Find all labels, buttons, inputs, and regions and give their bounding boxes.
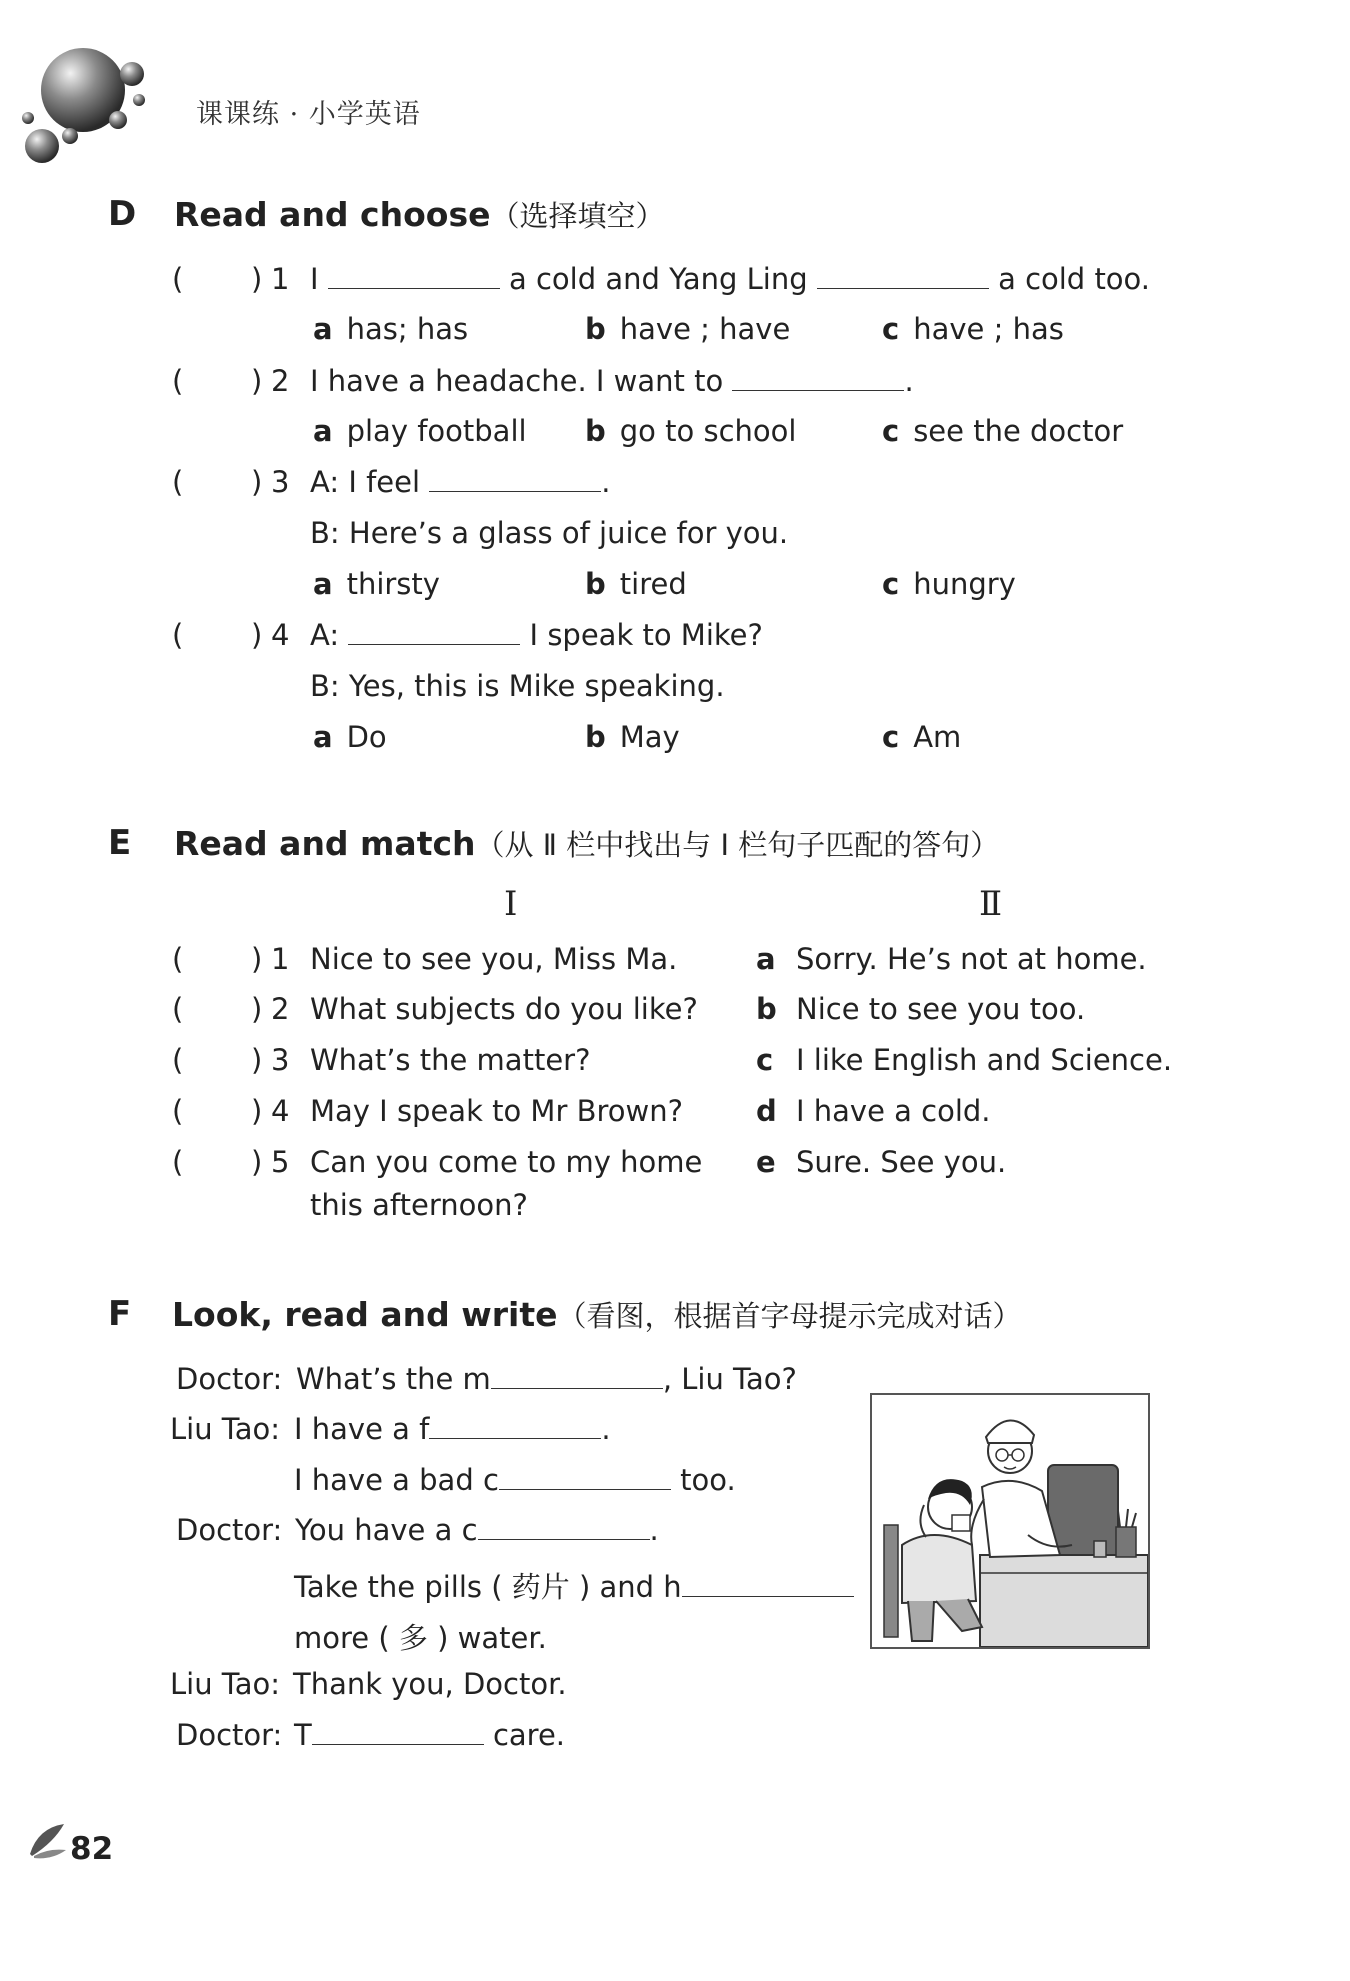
question-number: 4	[271, 618, 290, 652]
match-left-text: May I speak to Mr Brown?	[310, 1094, 683, 1128]
dialogue-text: You have a c	[295, 1513, 478, 1547]
option-letter: a	[313, 567, 333, 601]
speaker-label: Liu Tao:	[170, 1667, 281, 1701]
answer-paren-close: )	[251, 262, 263, 296]
answer-paren-open: (	[172, 465, 184, 499]
dialogue-text: What’s the m	[296, 1362, 491, 1396]
answer-paren-open: (	[172, 992, 184, 1026]
option-c	[882, 720, 961, 754]
question-text-part: I speak to Mike?	[529, 618, 763, 652]
section-f-title-cn: （看图，根据首字母提示完成对话）	[557, 1299, 1022, 1333]
option-b	[585, 567, 687, 601]
answer-paren-open: (	[172, 1043, 184, 1077]
question-number: 1	[271, 262, 290, 296]
answer-blank[interactable]	[328, 266, 500, 289]
speaker-label: Doctor:	[176, 1718, 283, 1752]
answer-blank[interactable]	[682, 1574, 854, 1597]
answer-paren-open: (	[172, 942, 184, 976]
section-f-title-en: Look, read and write	[172, 1295, 558, 1334]
match-right-letter: c	[756, 1043, 774, 1077]
match-left-text: Nice to see you, Miss Ma.	[310, 942, 678, 976]
option-c	[882, 567, 1016, 601]
column-i-header: Ⅰ	[504, 884, 518, 924]
answer-paren-close: )	[251, 465, 263, 499]
section-e-title	[174, 823, 999, 864]
section-e-title-cn: （从 Ⅱ 栏中找出与 Ⅰ 栏句子匹配的答句）	[475, 828, 1000, 862]
page-number: 82	[70, 1831, 114, 1867]
dialogue-text: .	[649, 1513, 659, 1547]
option-b	[585, 720, 680, 754]
answer-paren-open: (	[172, 262, 184, 296]
dialogue-text: care.	[492, 1718, 565, 1752]
answer-paren-close: )	[251, 1094, 263, 1128]
leaf-icon	[28, 1820, 68, 1860]
option-letter: a	[313, 720, 333, 754]
question-number: 2	[271, 364, 290, 398]
question-text	[310, 618, 763, 652]
question-text-part: a cold and Yang Ling	[509, 262, 808, 296]
option-letter: a	[313, 312, 333, 346]
dialogue-line	[294, 1412, 611, 1446]
question-text	[310, 262, 1150, 296]
match-right-letter: b	[756, 992, 777, 1026]
match-number: 1	[271, 942, 290, 976]
option-text: tired	[619, 567, 687, 601]
section-d-title-cn: （选择填空）	[490, 199, 665, 233]
dialogue-line	[294, 1565, 854, 1606]
answer-paren-open: (	[172, 364, 184, 398]
match-right-text: I have a cold.	[796, 1094, 991, 1128]
speaker-label: Liu Tao:	[170, 1412, 281, 1446]
dialogue-line: more ( 多 ) water.	[294, 1621, 547, 1655]
question-text	[310, 364, 914, 398]
question-text-part: A: I feel	[310, 465, 421, 499]
answer-paren-open: (	[172, 618, 184, 652]
question-text-part: A:	[310, 618, 340, 652]
match-right-text: Sure. See you.	[796, 1145, 1007, 1179]
option-c	[882, 312, 1064, 346]
match-right-text: Sorry. He’s not at home.	[796, 942, 1147, 976]
answer-blank[interactable]	[478, 1517, 650, 1540]
question-text	[310, 465, 610, 499]
option-text: have ; have	[619, 312, 791, 346]
answer-paren-close: )	[251, 1043, 263, 1077]
match-number: 2	[271, 992, 290, 1026]
match-left-text: Can you come to my home	[310, 1145, 703, 1179]
dialogue-text: .	[601, 1412, 611, 1446]
section-d-title	[174, 194, 664, 235]
answer-paren-close: )	[251, 1145, 263, 1179]
answer-blank[interactable]	[491, 1366, 663, 1389]
answer-blank[interactable]	[348, 622, 520, 645]
dialogue-text: I have a f	[294, 1412, 430, 1446]
section-f-letter: F	[108, 1294, 132, 1334]
match-left-text: What’s the matter?	[310, 1043, 591, 1077]
answer-blank[interactable]	[817, 266, 989, 289]
match-left-text-cont: this afternoon?	[310, 1188, 528, 1222]
section-e-title-en: Read and match	[174, 824, 476, 863]
option-b	[585, 312, 790, 346]
option-b	[585, 414, 796, 448]
dialogue-line	[294, 1718, 565, 1752]
book-title: 课课练 · 小学英语	[196, 99, 421, 130]
option-letter: b	[585, 312, 606, 346]
answer-blank[interactable]	[312, 1722, 484, 1745]
question-text-part: .	[904, 364, 914, 398]
column-ii-header: Ⅱ	[979, 884, 1003, 924]
option-letter: b	[585, 567, 606, 601]
section-e-letter: E	[108, 823, 132, 863]
option-text: play football	[346, 414, 527, 448]
option-letter: c	[882, 312, 900, 346]
speaker-label: Doctor:	[176, 1362, 283, 1396]
option-a	[313, 312, 468, 346]
answer-paren-close: )	[251, 992, 263, 1026]
match-right-text: Nice to see you too.	[796, 992, 1086, 1026]
match-left-text: What subjects do you like?	[310, 992, 698, 1026]
match-right-letter: d	[756, 1094, 777, 1128]
match-right-letter: e	[756, 1145, 776, 1179]
option-letter: c	[882, 720, 900, 754]
answer-blank[interactable]	[429, 469, 601, 492]
question-number: 3	[271, 465, 290, 499]
dialogue-text: , Liu Tao?	[662, 1362, 797, 1396]
question-text-part: I	[310, 262, 319, 296]
dialogue-line: Thank you, Doctor.	[293, 1667, 567, 1701]
option-text: see the doctor	[913, 414, 1124, 448]
option-text: hungry	[913, 567, 1016, 601]
section-f-title	[172, 1294, 1022, 1335]
match-number: 5	[271, 1145, 290, 1179]
option-c	[882, 414, 1123, 448]
option-text: Am	[913, 720, 962, 754]
question-text-part: I have a headache. I want to	[310, 364, 724, 398]
option-a	[313, 720, 387, 754]
dialogue-line	[294, 1463, 736, 1497]
option-letter: c	[882, 567, 900, 601]
answer-paren-close: )	[251, 618, 263, 652]
section-d-title-en: Read and choose	[174, 195, 491, 234]
dialogue-line	[296, 1362, 797, 1396]
match-number: 4	[271, 1094, 290, 1128]
option-letter: c	[882, 414, 900, 448]
doctor-illustration	[870, 1393, 1150, 1649]
answer-paren-open: (	[172, 1094, 184, 1128]
dialogue-line	[295, 1513, 659, 1547]
match-right-text: I like English and Science.	[796, 1043, 1173, 1077]
option-text: have ; has	[913, 312, 1064, 346]
doctor-and-patient-drawing	[872, 1395, 1148, 1647]
bubbles-decoration	[18, 44, 158, 174]
speaker-label: Doctor:	[176, 1513, 283, 1547]
option-letter: b	[585, 414, 606, 448]
option-text: has; has	[346, 312, 469, 346]
answer-blank[interactable]	[732, 368, 904, 391]
question-text-line2: B: Yes, this is Mike speaking.	[310, 669, 725, 703]
dialogue-text: T	[294, 1718, 312, 1752]
match-number: 3	[271, 1043, 290, 1077]
option-text: go to school	[619, 414, 797, 448]
dialogue-text: too.	[680, 1463, 736, 1497]
question-text-part: .	[601, 465, 611, 499]
answer-paren-open: (	[172, 1145, 184, 1179]
dialogue-text: I have a bad c	[294, 1463, 499, 1497]
option-a	[313, 567, 440, 601]
dialogue-text: Take the pills ( 药片 ) and h	[294, 1570, 682, 1604]
question-text-line2: B: Here’s a glass of juice for you.	[310, 516, 789, 550]
answer-paren-close: )	[251, 364, 263, 398]
question-text-part: a cold too.	[998, 262, 1151, 296]
match-right-letter: a	[756, 942, 776, 976]
answer-blank[interactable]	[429, 1416, 601, 1439]
option-a	[313, 414, 527, 448]
section-d-letter: D	[108, 194, 137, 234]
option-text: thirsty	[346, 567, 440, 601]
option-text: May	[619, 720, 680, 754]
option-letter: a	[313, 414, 333, 448]
option-text: Do	[346, 720, 387, 754]
answer-blank[interactable]	[499, 1467, 671, 1490]
answer-paren-close: )	[251, 942, 263, 976]
option-letter: b	[585, 720, 606, 754]
